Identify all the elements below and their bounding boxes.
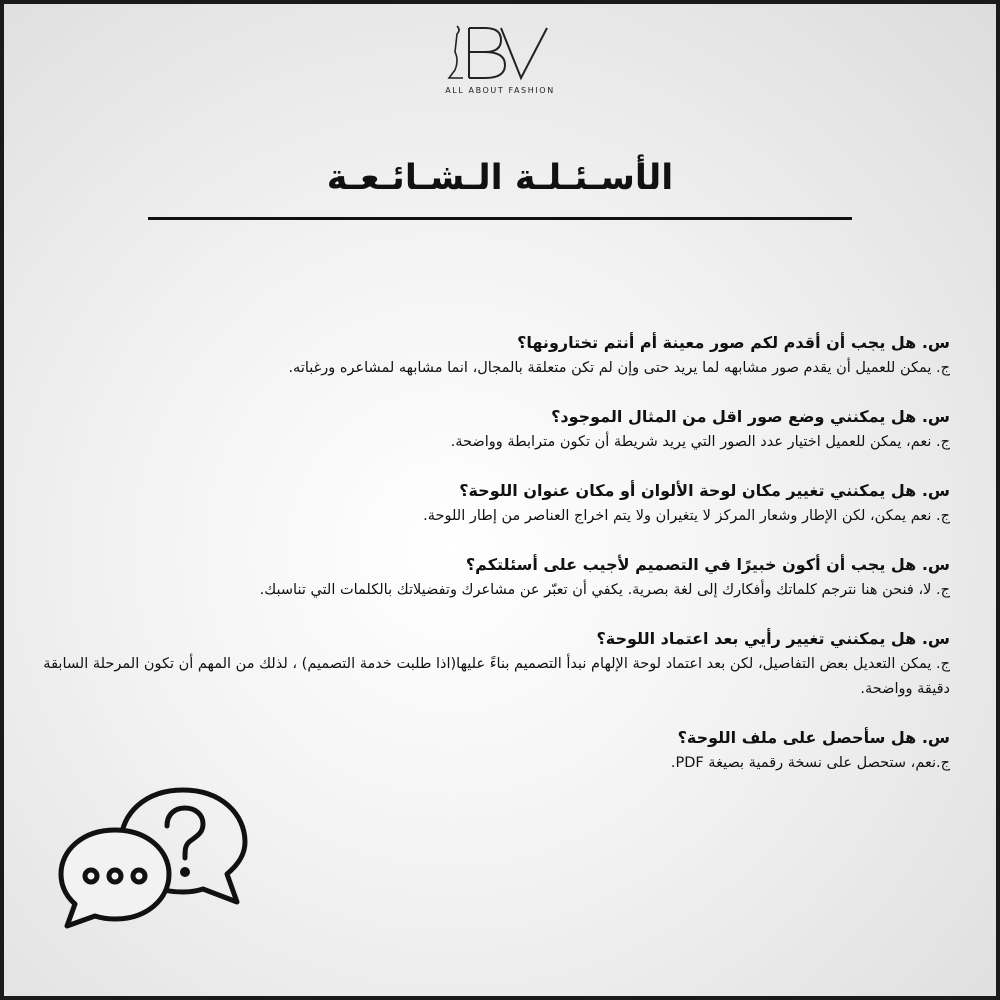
faq-question: س. هل يمكنني تغيير مكان لوحة الألوان أو مكان عنوان اللوحة؟	[459, 481, 950, 500]
faq-answer: ج. نعم يمكن، لكن الإطار وشعار المركز لا يتغيران ولا يتم اخراج العناصر من إطار اللوحة.	[423, 508, 950, 524]
faq-answer: ج. نعم، يمكن للعميل اختيار عدد الصور التي يريد شريطة أن تكون مترابطة وواضحة.	[450, 434, 950, 450]
faq-question: س. هل يمكنني وضع صور اقل من المثال الموجود؟	[551, 407, 950, 426]
bv-logo-icon	[435, 22, 565, 84]
faq-item	[30, 725, 950, 776]
page-title: الأسـئـلـة الـشـائـعـة	[326, 158, 674, 198]
faq-item	[30, 404, 950, 455]
brand-logo	[430, 22, 570, 104]
faq-answer: ج. لا، فنحن هنا نترجم كلماتك وأفكارك إلى لغة بصرية. يكفي أن تعبّر عن مشاعرك وتفضيلاتك بالكلمات التي تناسبك.	[259, 582, 950, 598]
faq-item	[30, 626, 950, 702]
faq-item	[30, 478, 950, 529]
faq-question: س. هل يمكنني تغيير رأيي بعد اعتماد اللوحة؟	[596, 629, 950, 648]
faq-item	[30, 330, 950, 381]
faq-answer: ج.نعم، ستحصل على نسخة رقمية بصيغة PDF.	[670, 755, 950, 771]
faq-question: س. هل يجب أن أكون خبيرًا في التصميم لأجيب على أسئلتكم؟	[465, 555, 950, 574]
chat-bubbles-question-icon	[55, 770, 255, 930]
faq-list	[30, 330, 950, 799]
faq-answer: ج. يمكن التعديل بعض التفاصيل، لكن بعد اعتماد لوحة الإلهام نبدأ التصميم بناءً عليها(اذا طلبت خدمة التصميم) ، لذلك من المهم أن تكون المرحلة السابقة دقيقة وواضحة.	[43, 656, 950, 697]
faq-question: س. هل يجب أن أقدم لكم صور معينة أم أنتم تختارونها؟	[517, 333, 950, 352]
faq-answer: ج. يمكن للعميل أن يقدم صور مشابهه لما يريد حتى وإن لم تكن متعلقة بالمجال، انما مشابهه لمشاعره ورغباته.	[288, 360, 950, 376]
brand-tagline: ALL ABOUT FASHION	[445, 86, 555, 95]
title-divider	[148, 217, 852, 220]
faq-question: س. هل سأحصل على ملف اللوحة؟	[677, 728, 950, 747]
faq-item	[30, 552, 950, 603]
